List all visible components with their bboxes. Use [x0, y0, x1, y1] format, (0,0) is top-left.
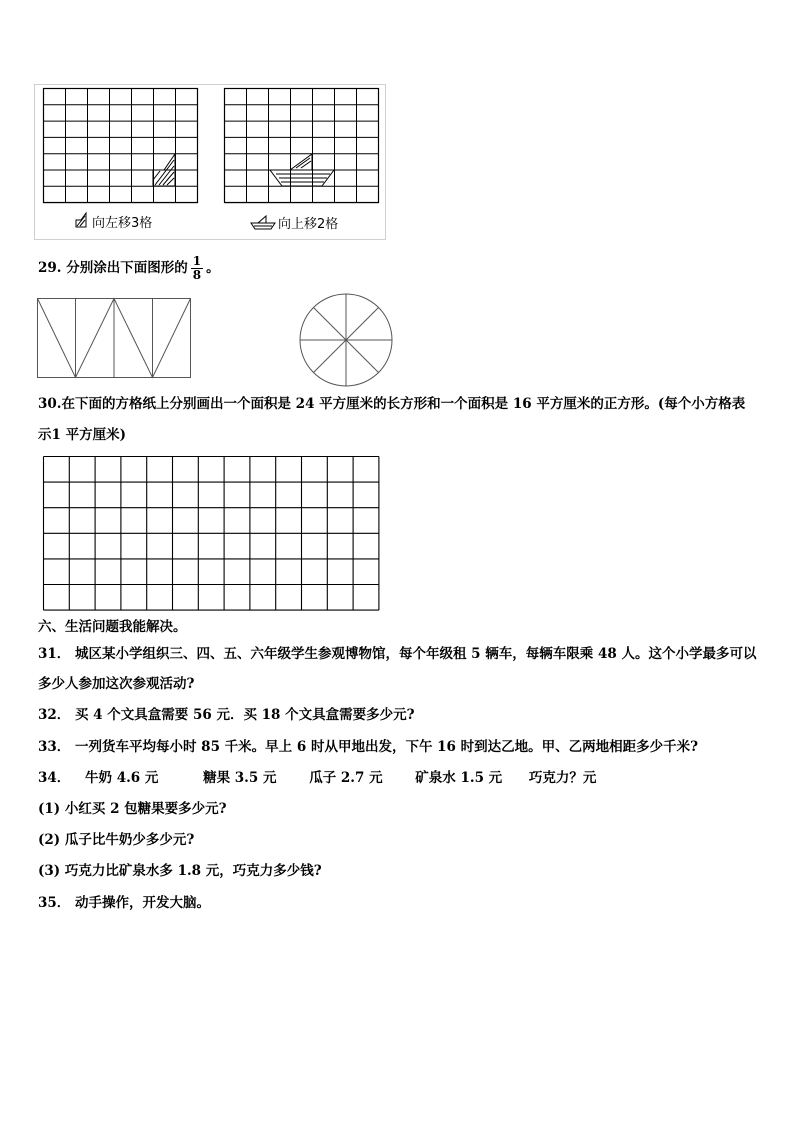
- q28-right-caption: 向上移2格: [278, 217, 339, 232]
- q30-line2: 示1 平方厘米): [38, 427, 126, 443]
- q29-text: 分别涂出下面图形的: [66, 260, 188, 276]
- q29-fraction-den: 8: [192, 268, 202, 282]
- q34-sub2: (2) 瓜子比牛奶少多少元?: [38, 832, 195, 848]
- q28-right-caption-icon: [250, 214, 276, 230]
- q35-text: 35． 动手操作，开发大脑。: [38, 895, 210, 911]
- q28-left-caption: 向左移3格: [92, 216, 153, 231]
- q34-item-seeds: 瓜子 2.7 元: [309, 770, 383, 786]
- q32-text: 32． 买 4 个文具盒需要 56 元．买 18 个文具盒需要多少元?: [38, 707, 415, 723]
- q34-item-milk: 牛奶 4.6 元: [85, 770, 159, 786]
- q28-right-grid: [224, 88, 384, 208]
- q28-left-caption-icon: [74, 212, 94, 228]
- q34-item-chocolate: 巧克力？元: [528, 770, 597, 786]
- q29-rectangle-figure: [37, 298, 197, 382]
- q31-line2: 多少人参加这次参观活动?: [38, 676, 195, 692]
- section6-title: 六、生活问题我能解决。: [38, 619, 187, 635]
- q28-left-grid: [43, 88, 203, 208]
- q34-sub3: (3) 巧克力比矿泉水多 1.8 元，巧克力多少钱?: [38, 863, 322, 879]
- q34-item-candy: 糖果 3.5 元: [203, 770, 277, 786]
- q29-question: [38, 255, 220, 282]
- q34-sub1: (1) 小红买 2 包糖果要多少元?: [38, 801, 227, 817]
- q29-fraction: [191, 255, 203, 282]
- q29-period: 。: [206, 260, 220, 276]
- q30-line1: 30.在下面的方格纸上分别画出一个面积是 24 平方厘米的长方形和一个面积是 16 平方厘米的正方形。(每个小方格表: [38, 396, 746, 412]
- q33-text: 33． 一列货车平均每小时 85 千米。早上 6 时从甲地出发，下午 16 时到达乙地。甲、乙两地相距多少千米?: [38, 739, 699, 755]
- q29-number: 29.: [38, 260, 62, 276]
- q28-right-shape: [270, 154, 334, 186]
- q29-fraction-num: 1: [192, 254, 202, 268]
- q34-item-water: 矿泉水 1.5 元: [415, 770, 503, 786]
- q30-grid-paper: [43, 456, 388, 614]
- q29-circle-figure: [298, 292, 398, 392]
- q34-number: 34．: [38, 770, 71, 786]
- q34-items-line: [38, 769, 596, 787]
- q31-line1: 31． 城区某小学组织三、四、五、六年级学生参观博物馆，每个年级租 5 辆车，每辆车限乘 48 人。这个小学最多可以: [38, 646, 757, 662]
